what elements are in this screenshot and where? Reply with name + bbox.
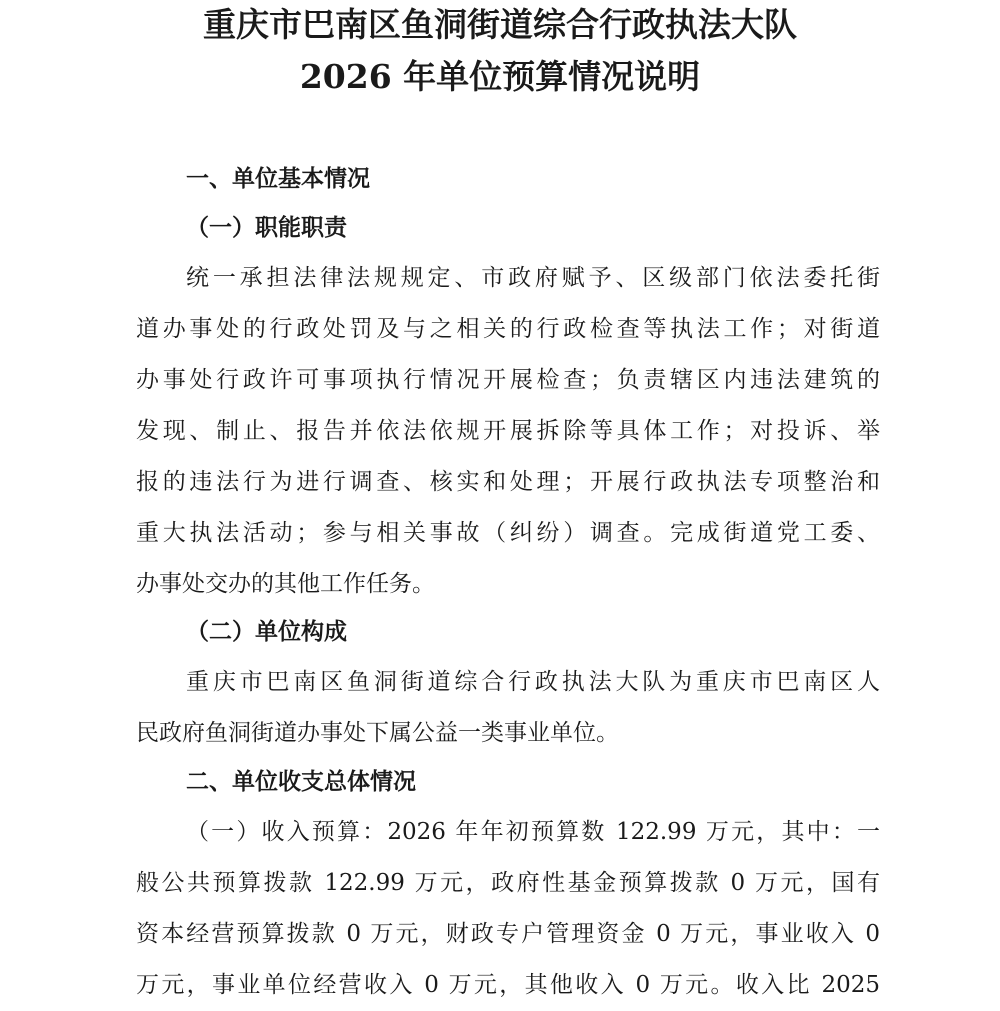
section1-heading: 一、单位基本情况 xyxy=(186,165,370,192)
paragraph-line: 万元，事业单位经营收入 0 万元，其他收入 0 万元。收入比 2025 xyxy=(136,972,880,998)
paragraph-line: 道办事处的行政处罚及与之相关的行政检查等执法工作；对街道 xyxy=(136,316,880,342)
paragraph-line: 重大执法活动；参与相关事故（纠纷）调查。完成街道党工委、 xyxy=(136,520,880,546)
section1-sub1-paragraph xyxy=(136,253,880,610)
paragraph-line: （一）收入预算：2026 年年初预算数 122.99 万元，其中：一 xyxy=(186,819,880,845)
paragraph-line: 资本经营预算拨款 0 万元，财政专户管理资金 0 万元，事业收入 0 xyxy=(136,921,880,947)
paragraph-line: 报的违法行为进行调查、核实和处理；开展行政执法专项整治和 xyxy=(136,469,880,495)
section1-sub1-heading: （一）职能职责 xyxy=(186,214,347,241)
document-title-line2: 2026 年单位预算情况说明 xyxy=(299,57,701,96)
document-title-line1: 重庆市巴南区鱼洞街道综合行政执法大队 xyxy=(203,5,797,44)
section1-sub2-paragraph xyxy=(136,657,880,759)
section2-paragraph xyxy=(136,807,880,1011)
paragraph-line: 办事处交办的其他工作任务。 xyxy=(136,571,435,597)
paragraph-line: 发现、制止、报告并依法依规开展拆除等具体工作；对投诉、举 xyxy=(136,418,880,444)
paragraph-line: 民政府鱼洞街道办事处下属公益一类事业单位。 xyxy=(136,720,619,746)
paragraph-line: 办事处行政许可事项执行情况开展检查；负责辖区内违法建筑的 xyxy=(136,367,880,393)
paragraph-line: 统一承担法律法规规定、市政府赋予、区级部门依法委托街 xyxy=(186,265,880,291)
section2-heading: 二、单位收支总体情况 xyxy=(186,768,416,795)
paragraph-line: 般公共预算拨款 122.99 万元，政府性基金预算拨款 0 万元，国有 xyxy=(136,870,880,896)
paragraph-line: 重庆市巴南区鱼洞街道综合行政执法大队为重庆市巴南区人 xyxy=(186,669,880,695)
section1-sub2-heading: （二）单位构成 xyxy=(186,618,347,645)
